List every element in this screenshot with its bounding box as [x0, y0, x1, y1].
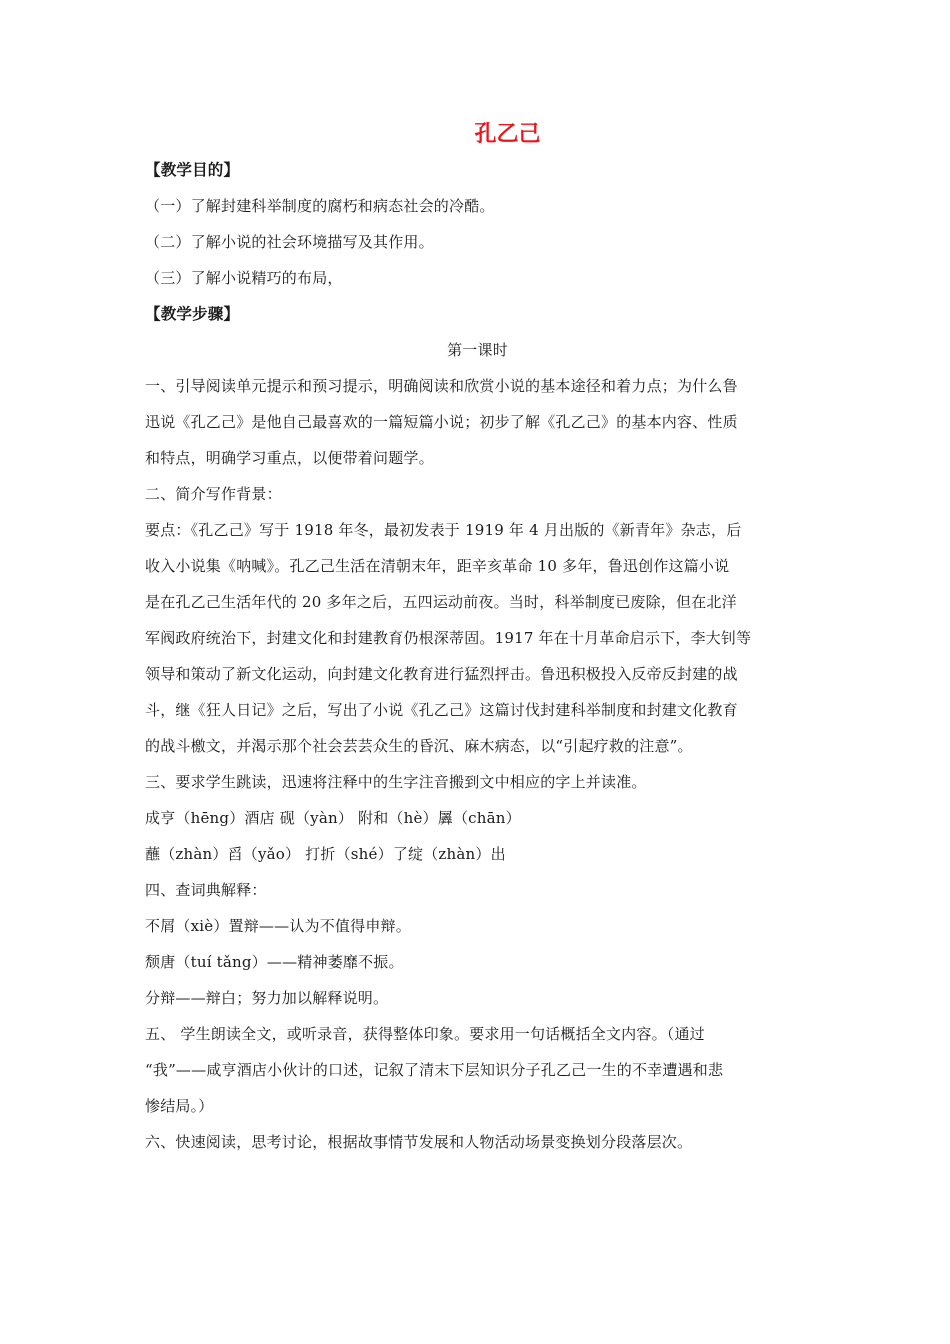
paragraph-line: 的战斗檄文，并渴示那个社会芸芸众生的昏沉、麻木病态，以“引起疗救的注意”。 [145, 737, 693, 755]
document-title: 孔乙己 [474, 122, 541, 147]
paragraph-line: 是在孔乙己生活年代的 20 多年之后，五四运动前夜。当时，科举制度已废除，但在北洋 [145, 593, 737, 611]
definition-line: 颓唐（tuí tǎng）——精神萎靡不振。 [145, 953, 404, 971]
paragraph-line: “我”——咸亨酒店小伙计的口述，记叙了清末下层知识分子孔乙己一生的不幸遭遇和悲 [145, 1061, 724, 1079]
definition-line: 分辩——辩白；努力加以解释说明。 [145, 989, 389, 1007]
steps-heading: 【教学步骤】 [145, 304, 240, 323]
lesson-title: 第一课时 [447, 341, 508, 359]
section-6-line: 六、快速阅读，思考讨论，根据故事情节发展和人物活动场景变换划分段落层次。 [145, 1133, 693, 1151]
section-3-heading: 三、要求学生跳读，迅速将注释中的生字注音搬到文中相应的字上并读准。 [145, 773, 647, 791]
section-4-heading: 四、查词典解释： [145, 881, 267, 899]
pronunciation-line: 成亨（hēng）酒店 砚（yàn） 附和（hè）羼（chān） [145, 809, 521, 827]
pronunciation-line: 蘸（zhàn）舀（yǎo） 打折（shé）了绽（zhàn）出 [145, 845, 506, 863]
section-2-heading: 二、简介写作背景： [145, 485, 282, 503]
paragraph-line: 惨结局。） [145, 1097, 214, 1115]
section-5-paragraph [145, 1016, 810, 1124]
paragraph-line: 斗，继《狂人日记》之后，写出了小说《孔乙己》这篇讨伐封建科举制度和封建文化教育 [145, 701, 738, 719]
definition-line: 不屑（xiè）置辩——认为不值得申辩。 [145, 917, 411, 935]
section-2-paragraph [145, 512, 810, 764]
paragraph-line: 一、引导阅读单元提示和预习提示，明确阅读和欣赏小说的基本途径和着力点；为什么鲁 [145, 377, 738, 395]
objective-item: （三）了解小说精巧的布局， [145, 269, 343, 287]
document-page [145, 118, 810, 1160]
paragraph-line: 迅说《孔乙己》是他自己最喜欢的一篇短篇小说；初步了解《孔乙己》的基本内容、性质 [145, 413, 738, 431]
objectives-heading: 【教学目的】 [145, 160, 240, 179]
paragraph-line: 要点：《孔乙己》写于 1918 年冬，最初发表于 1919 年 4 月出版的《新青年》杂志，后 [145, 521, 742, 539]
section-1-paragraph [145, 368, 810, 476]
objective-item: （一）了解封建科举制度的腐朽和病态社会的冷酷。 [145, 197, 495, 215]
objective-item: （二）了解小说的社会环境描写及其作用。 [145, 233, 434, 251]
paragraph-line: 收入小说集《呐喊》。孔乙己生活在清朝末年，距辛亥革命 10 多年，鲁迅创作这篇小说 [145, 557, 730, 575]
paragraph-line: 五、 学生朗读全文，或听录音，获得整体印象。要求用一句话概括全文内容。（通过 [145, 1025, 705, 1043]
paragraph-line: 和特点，明确学习重点，以便带着问题学。 [145, 449, 434, 467]
paragraph-line: 军阀政府统治下，封建文化和封建教育仍根深蒂固。1917 年在十月革命启示下，李大钊等 [145, 629, 752, 647]
paragraph-line: 领导和策动了新文化运动，向封建文化教育进行猛烈抨击。鲁迅积极投入反帝反封建的战 [145, 665, 738, 683]
